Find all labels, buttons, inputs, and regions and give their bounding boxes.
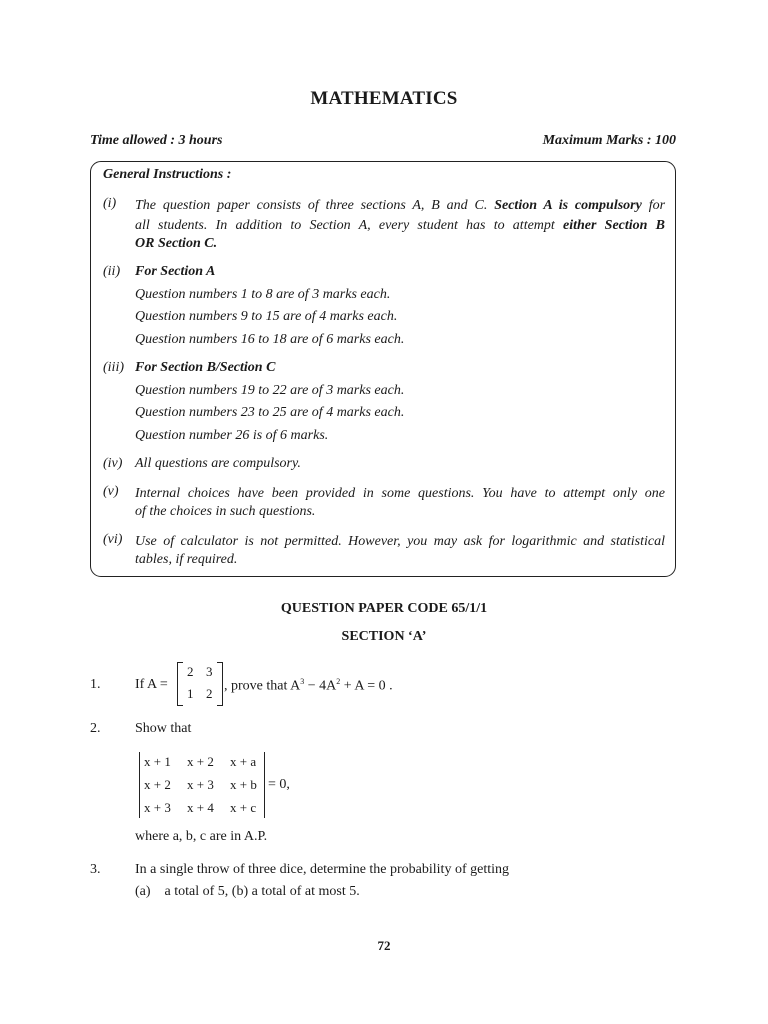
determinant-cell: x + 1 [144,754,171,769]
instruction-text: of the choices in such questions. [135,504,316,519]
instruction-text: Use of calculator is not permitted. However, you may ask for logarithmic and statistical [135,534,665,549]
maximum-marks: Maximum Marks : 100 [542,133,676,148]
page-title: MATHEMATICS [310,88,458,109]
determinant [135,750,270,820]
question-number: 3. [90,862,101,877]
determinant-cell: x + 4 [187,800,214,815]
page-number: 72 [377,938,391,953]
determinant-cell: x + 3 [144,800,171,815]
instruction-text: all students. In addition to Section A, every student has to attempt either Section B [135,218,665,233]
determinant-cell: x + 2 [187,754,214,769]
instruction-number: (iii) [103,360,124,375]
section-title: SECTION ‘A’ [341,629,427,644]
instruction-heading: For Section B/Section C [135,360,276,375]
question-text: If A = [135,677,168,692]
instruction-heading: For Section A [135,264,216,279]
instruction-number: (v) [103,484,119,499]
question-number: 2. [90,721,101,736]
question-text: Show that [135,721,192,736]
instruction-number: (ii) [103,264,121,279]
instruction-text: All questions are compulsory. [135,456,301,471]
instruction-number: (iv) [103,456,123,471]
instruction-text: The question paper consists of three sections A, B and C. Section A is compulsory for [135,198,666,213]
matrix-cell: 2 [187,664,194,679]
paper-code: QUESTION PAPER CODE 65/1/1 [280,601,488,616]
question-text: , prove that $A^3 - 4A^2 + A = 0$ . [224,677,393,694]
question-text: = 0, [268,777,290,792]
determinant-cell: x + b [230,777,257,792]
instruction-text: OR Section C. [135,236,218,251]
instruction-text: tables, if required. [135,552,238,567]
question-text: (a) a total of 5, (b) a total of at most 5. [135,884,360,899]
instruction-text: Question numbers 16 to 18 are of 6 marks each. [135,332,405,347]
instruction-text: Question numbers 19 to 22 are of 3 marks each. [135,383,405,398]
instruction-text: Question numbers 23 to 25 are of 4 marks each. [135,405,405,420]
time-allowed: Time allowed : 3 hours [90,133,223,148]
matrix-cell: 2 [206,686,213,701]
instruction-number: (i) [103,196,117,211]
question-text: where a, b, c are in A.P. [135,829,268,844]
determinant-cell: x + 3 [187,777,214,792]
question-text: In a single throw of three dice, determine the probability of getting [135,862,509,877]
instructions-heading: General Instructions : [103,167,232,182]
question-number: 1. [90,677,101,692]
instruction-text: Internal choices have been provided in some questions. You have to attempt only one [135,486,665,501]
instruction-text: Question numbers 9 to 15 are of 4 marks each. [135,309,398,324]
instruction-text: Question number 26 is of 6 marks. [135,428,329,443]
matrix-cell: 3 [206,664,213,679]
determinant-cell: x + a [230,754,257,769]
matrix-a [177,662,223,706]
determinant-cell: x + c [230,800,257,815]
instruction-text: Question numbers 1 to 8 are of 3 marks each. [135,287,391,302]
determinant-cell: x + 2 [144,777,171,792]
matrix-cell: 1 [187,686,194,701]
instruction-number: (vi) [103,532,123,547]
